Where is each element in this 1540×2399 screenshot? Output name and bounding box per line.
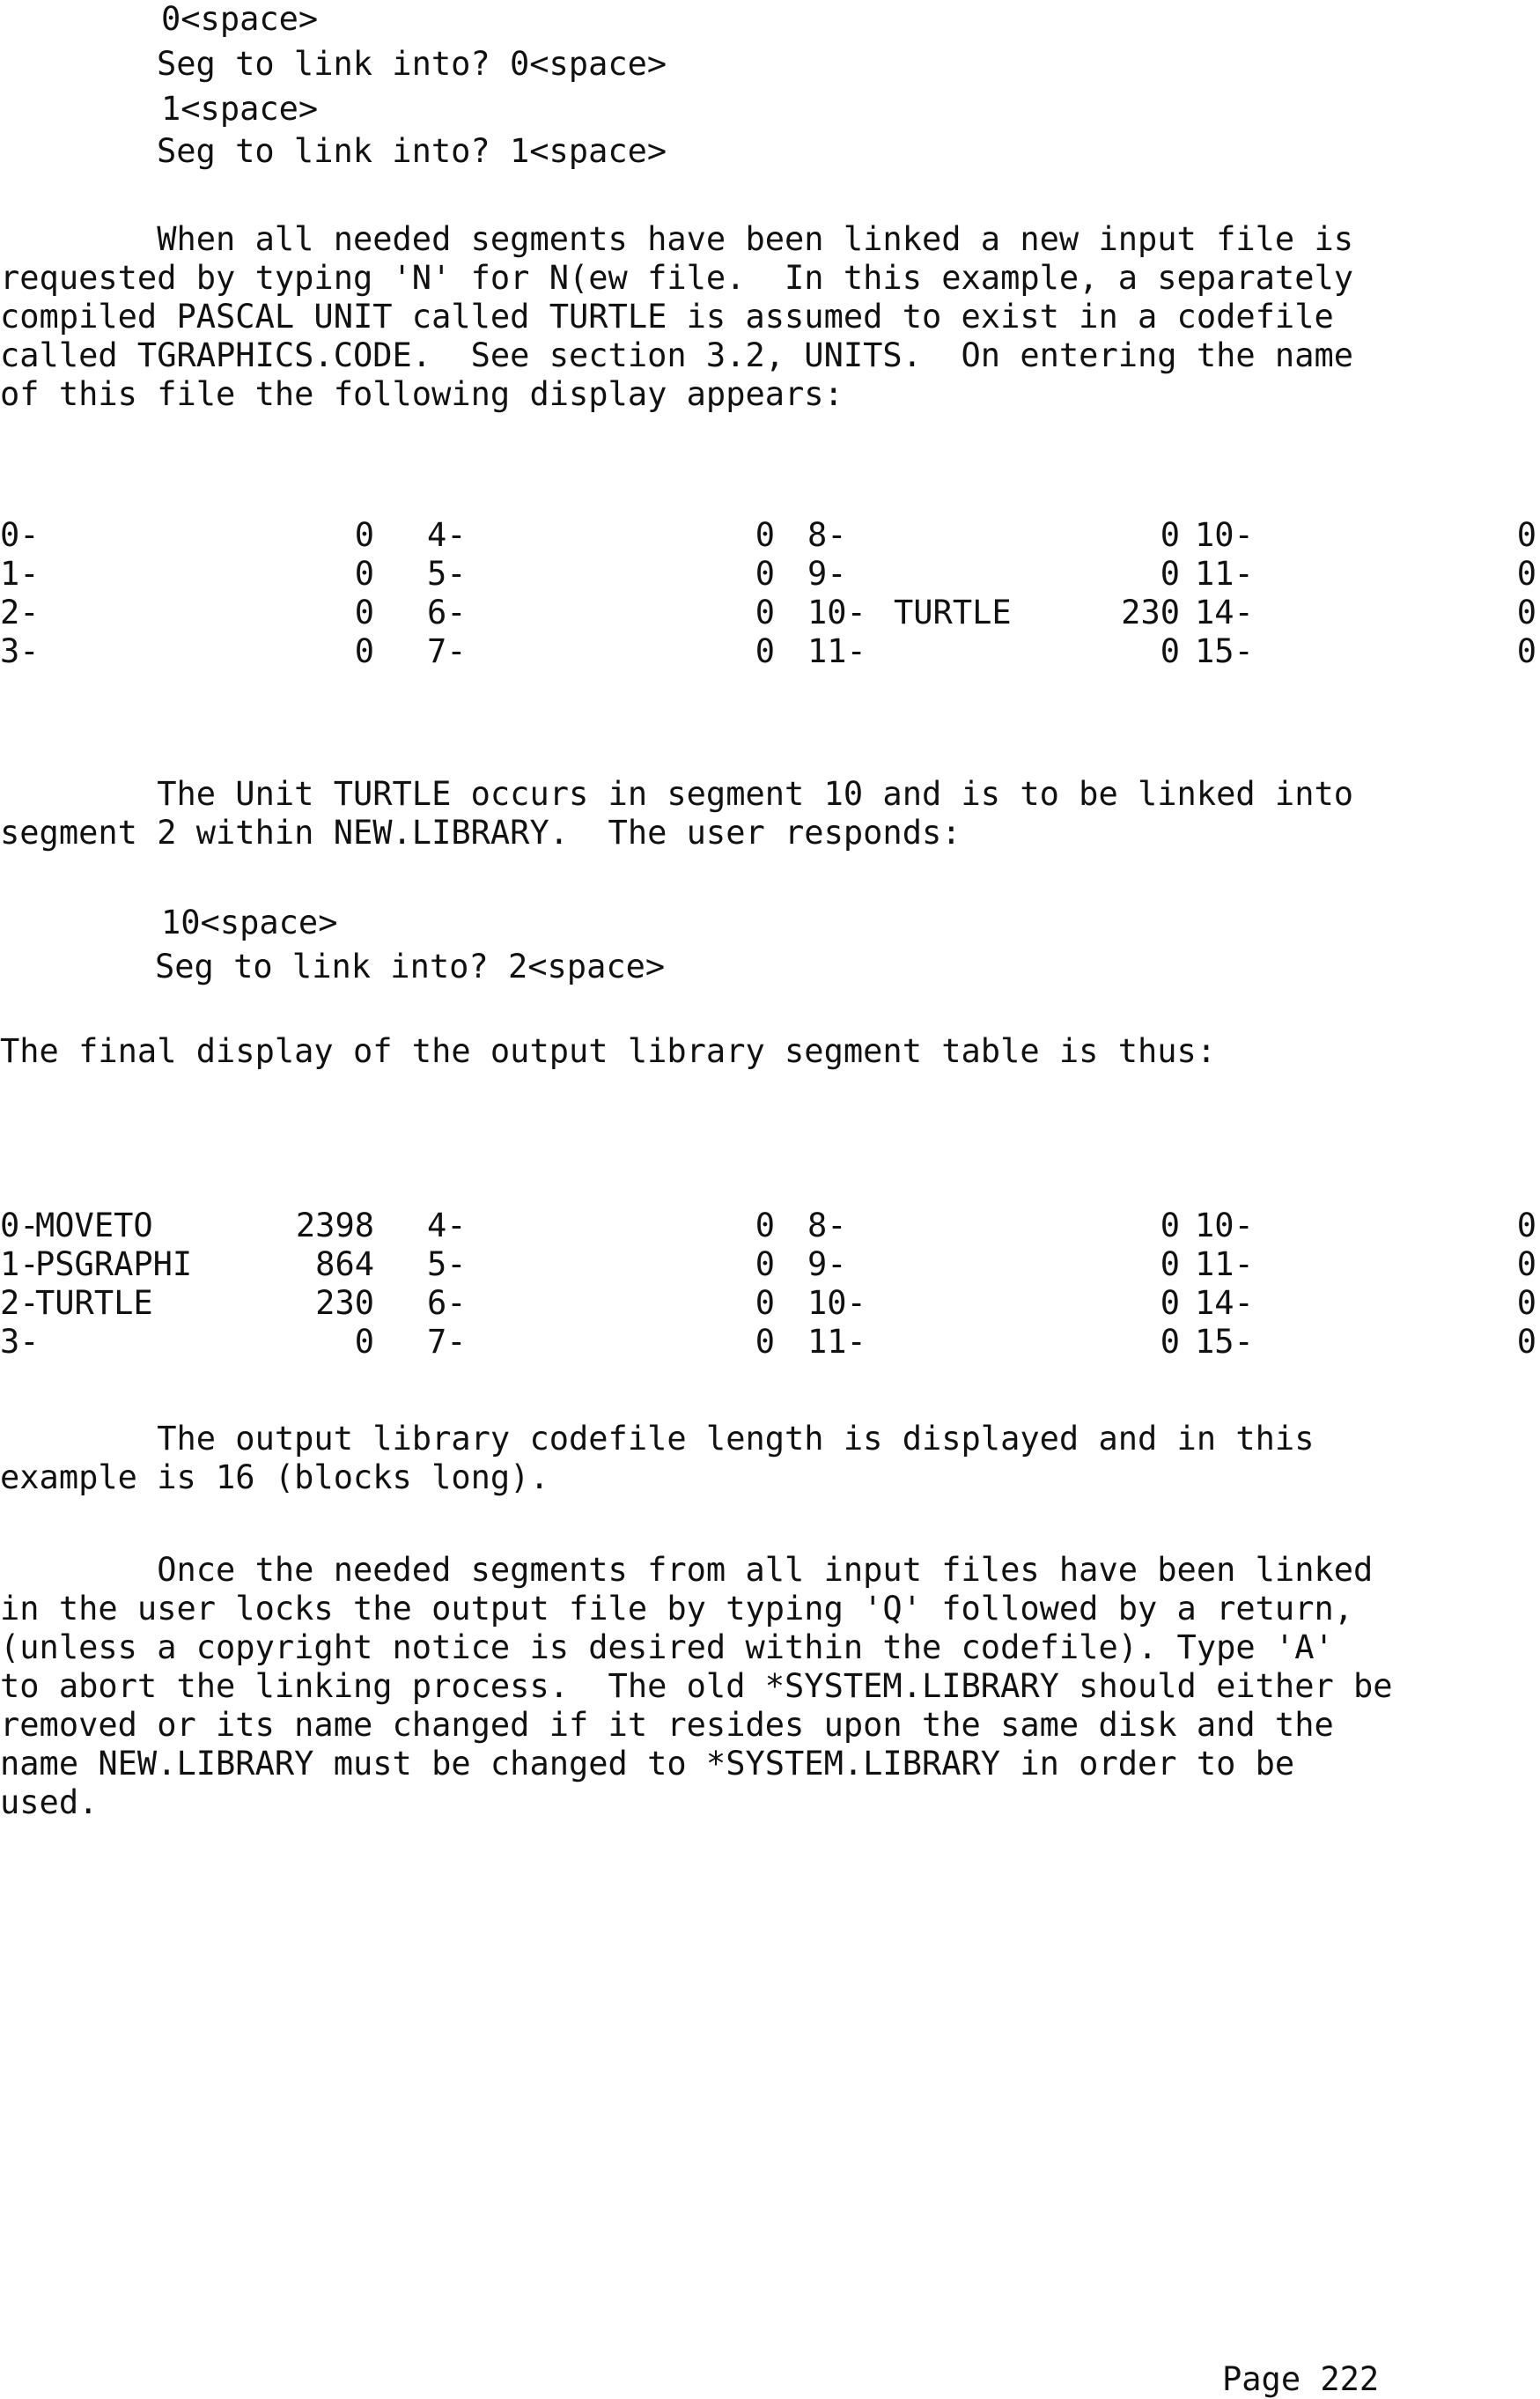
text-line: used. <box>0 1783 99 1821</box>
segment-length: 0 <box>354 555 374 593</box>
segment-number: 3- <box>0 1323 40 1361</box>
segment-length: 0 <box>1516 1245 1536 1283</box>
segment-number: 8- <box>807 516 847 554</box>
segment-number: 8- <box>807 1207 847 1244</box>
text-line: requested by typing 'N' for N(ew file. In this example, a separately <box>0 259 1354 297</box>
segment-number: 11- <box>1195 555 1254 593</box>
input-line: 1<space> <box>161 90 319 128</box>
input-line: Seg to link into? 1<space> <box>157 132 667 170</box>
paragraph-new-file <box>0 220 1353 414</box>
segment-number: 7- <box>427 632 467 670</box>
segment-number: 6- <box>427 1284 467 1322</box>
segment-number: 15- <box>1195 1323 1254 1361</box>
segment-length: 0 <box>1160 1323 1180 1361</box>
segment-number: 11- <box>807 1323 866 1361</box>
segment-length: 0 <box>354 516 374 554</box>
segment-length: 0 <box>1516 555 1536 593</box>
paragraph-unit-turtle <box>0 775 1353 853</box>
input-line: Seg to link into? 2<space> <box>155 948 666 985</box>
segment-number: 4- <box>427 1207 467 1244</box>
segment-length: 230 <box>315 1284 374 1322</box>
segment-length: 0 <box>755 1207 775 1244</box>
paragraph-final-display: The final display of the output library segment table is thus: <box>0 1032 1217 1070</box>
segment-number: 10- <box>1195 516 1254 554</box>
segment-table-input <box>0 516 1540 675</box>
text-line: When all needed segments have been linked a new input file is <box>0 220 1354 258</box>
text-line: (unless a copyright notice is desired within the codefile). Type 'A' <box>0 1628 1334 1666</box>
segment-name: TURTLE <box>894 594 1012 631</box>
segment-number: 3- <box>0 632 40 670</box>
segment-number: 11- <box>807 632 866 670</box>
segment-number: 14- <box>1195 594 1254 631</box>
input-line: Seg to link into? 0<space> <box>157 45 667 83</box>
segment-length: 0 <box>1516 1323 1536 1361</box>
segment-number: 4- <box>427 516 467 554</box>
segment-length: 0 <box>755 555 775 593</box>
page-number: Page 222 <box>1222 2360 1380 2398</box>
segment-name: PSGRAPHI <box>35 1245 193 1283</box>
segment-number: 0- <box>0 516 40 554</box>
text-line: to abort the linking process. The old *SYSTEM.LIBRARY should either be <box>0 1667 1393 1705</box>
segment-length: 0 <box>1160 516 1180 554</box>
segment-number: 6- <box>427 594 467 631</box>
text-line: name NEW.LIBRARY must be changed to *SYSTEM.LIBRARY in order to be <box>0 1745 1295 1783</box>
text-line: The output library codefile length is displayed and in this <box>0 1420 1315 1458</box>
segment-length: 0 <box>354 594 374 631</box>
text-line: compiled PASCAL UNIT called TURTLE is assumed to exist in a codefile <box>0 298 1334 336</box>
segment-length: 0 <box>1516 1284 1536 1322</box>
segment-length: 0 <box>755 1245 775 1283</box>
paragraph-codefile-length <box>0 1420 1314 1497</box>
segment-length: 0 <box>354 632 374 670</box>
segment-length: 0 <box>1516 594 1536 631</box>
segment-name: TURTLE <box>35 1284 153 1322</box>
segment-name: MOVETO <box>35 1207 153 1244</box>
segment-number: 1- <box>0 1245 40 1283</box>
segment-length: 0 <box>755 594 775 631</box>
segment-length: 0 <box>755 516 775 554</box>
input-line: 0<space> <box>161 0 319 38</box>
segment-number: 0- <box>0 1207 40 1244</box>
segment-number: 14- <box>1195 1284 1254 1322</box>
segment-table-output <box>0 1207 1540 1365</box>
segment-number: 10- <box>807 1284 866 1322</box>
segment-length: 0 <box>755 1323 775 1361</box>
text-line: Once the needed segments from all input files have been linked <box>0 1551 1374 1589</box>
segment-number: 15- <box>1195 632 1254 670</box>
text-line: removed or its name changed if it resides upon the same disk and the <box>0 1706 1334 1744</box>
segment-number: 1- <box>0 555 40 593</box>
segment-length: 0 <box>1516 516 1536 554</box>
segment-number: 9- <box>807 555 847 593</box>
text-line: called TGRAPHICS.CODE. See section 3.2, UNITS. On entering the name <box>0 336 1354 374</box>
segment-number: 10- <box>1195 1207 1254 1244</box>
segment-length: 0 <box>1160 1284 1180 1322</box>
segment-number: 7- <box>427 1323 467 1361</box>
input-line: 10<space> <box>161 904 338 941</box>
segment-length: 0 <box>354 1323 374 1361</box>
segment-length: 0 <box>1160 1207 1180 1244</box>
text-line: in the user locks the output file by typing 'Q' followed by a return, <box>0 1590 1354 1628</box>
segment-number: 5- <box>427 555 467 593</box>
segment-length: 0 <box>1160 1245 1180 1283</box>
segment-length: 2398 <box>295 1207 374 1244</box>
segment-length: 0 <box>755 632 775 670</box>
segment-length: 0 <box>755 1284 775 1322</box>
segment-length: 0 <box>1516 632 1536 670</box>
segment-length: 0 <box>1160 555 1180 593</box>
segment-number: 9- <box>807 1245 847 1283</box>
segment-length: 864 <box>315 1245 374 1283</box>
segment-number: 11- <box>1195 1245 1254 1283</box>
text-line: The Unit TURTLE occurs in segment 10 and is to be linked into <box>0 775 1354 813</box>
segment-length: 230 <box>1121 594 1180 631</box>
paragraph-lock-output <box>0 1551 1393 1822</box>
segment-number: 2- <box>0 1284 40 1322</box>
text-line: example is 16 (blocks long). <box>0 1458 549 1496</box>
segment-number: 2- <box>0 594 40 631</box>
segment-length: 0 <box>1160 632 1180 670</box>
segment-number: 10- <box>807 594 866 631</box>
text-line: segment 2 within NEW.LIBRARY. The user responds: <box>0 814 962 852</box>
segment-number: 5- <box>427 1245 467 1283</box>
segment-length: 0 <box>1516 1207 1536 1244</box>
text-line: of this file the following display appears: <box>0 375 844 413</box>
